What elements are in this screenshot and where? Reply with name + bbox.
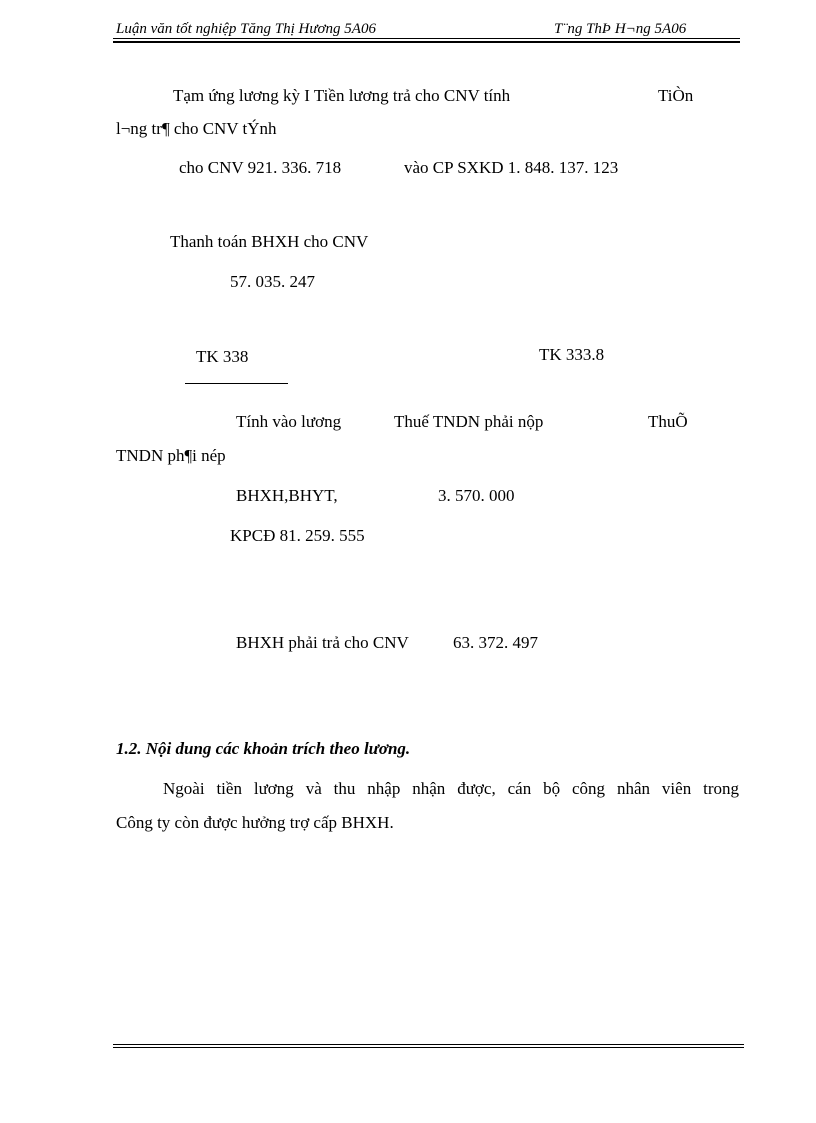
- header-left-text: Luận văn tốt nghiệp Tăng Thị Hương 5A06: [116, 21, 376, 37]
- bhxh-payment-amount: 57. 035. 247: [230, 272, 315, 291]
- paragraph-word: nhập: [367, 779, 401, 798]
- paragraph-word: và: [305, 779, 322, 798]
- tax-payable-label: Thuế TNDN phải nộp: [394, 412, 544, 431]
- bhxh-payable-amount: 63. 372. 497: [453, 633, 538, 652]
- paragraph-word: viên: [661, 779, 692, 798]
- salary-advance-text: Tạm ứng lương kỳ I Tiền lương trả cho CNV tính: [173, 86, 511, 105]
- paragraph-word: trong: [703, 779, 739, 798]
- paragraph-line-2: Công ty còn được hưởng trợ cấp BHXH.: [116, 813, 394, 832]
- paragraph-word: được,: [457, 779, 496, 798]
- paragraph-word: lương: [253, 779, 294, 798]
- t-account-line: [185, 383, 288, 384]
- cp-sxkd-amount-text: vào CP SXKD 1. 848. 137. 123: [404, 158, 619, 177]
- paragraph-line-1: [163, 779, 739, 799]
- bhxh-payable-label: BHXH phải trả cho CNV: [236, 633, 409, 652]
- header-right-text: T¨ng ThÞ H¬ng 5A06: [554, 21, 687, 37]
- account-tk338: TK 338: [196, 347, 249, 366]
- paragraph-word: nhận: [412, 779, 446, 798]
- bhxh-payment-label: Thanh toán BHXH cho CNV: [170, 232, 369, 251]
- footer-rule-bottom: [113, 1047, 744, 1048]
- footer-rule-top: [113, 1044, 744, 1045]
- insurance-label: BHXH,BHYT,: [236, 486, 338, 505]
- account-tk3338: TK 333.8: [539, 345, 605, 364]
- header-rule-bottom: [113, 41, 740, 43]
- paragraph-word: cán: [507, 779, 532, 798]
- section-heading: 1.2. Nội dung các khoản trích theo lương.: [116, 739, 411, 758]
- paragraph-word: nhân: [616, 779, 651, 798]
- garbled-text-1: TiÒn: [658, 86, 694, 105]
- paragraph-word: tiền: [216, 779, 242, 798]
- paragraph-word: thu: [333, 779, 356, 798]
- paragraph-word: công: [572, 779, 606, 798]
- paragraph-word: bộ: [543, 779, 561, 798]
- deduct-salary-label: Tính vào lương: [236, 412, 342, 431]
- kpcd-amount: KPCĐ 81. 259. 555: [230, 526, 365, 545]
- tax-amount: 3. 570. 000: [438, 486, 515, 505]
- cnv-amount-text: cho CNV 921. 336. 718: [179, 158, 342, 177]
- garbled-text-3: ThuÕ: [648, 412, 688, 431]
- garbled-text-4: TNDN ph¶i nép: [116, 446, 226, 465]
- paragraph-word: Ngoài: [163, 779, 205, 798]
- header-rule-top: [113, 38, 740, 39]
- garbled-text-2: l¬ng tr¶ cho CNV tÝnh: [116, 119, 277, 138]
